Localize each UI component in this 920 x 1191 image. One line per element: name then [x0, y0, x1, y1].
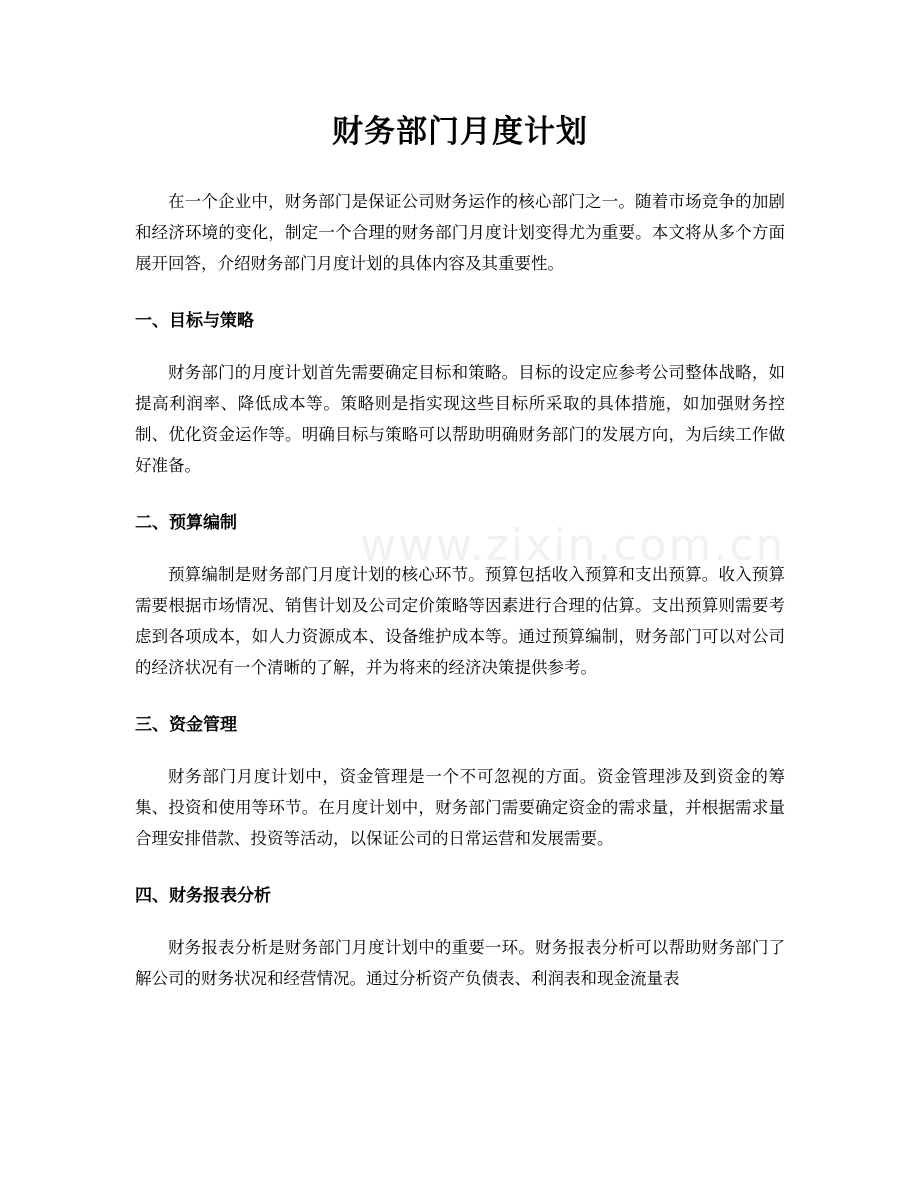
section-heading-reports: 四、财务报表分析 — [135, 886, 271, 906]
document-body — [135, 110, 785, 994]
page-title: 财务部门月度计划 — [332, 114, 588, 150]
section-heading-funds: 三、资金管理 — [135, 715, 237, 735]
watermark: www.zixin.com.cn — [360, 520, 786, 571]
section-heading-goals: 一、目标与策略 — [135, 311, 254, 331]
intro-paragraph: 在一个企业中，财务部门是保证公司财务运作的核心部门之一。随着市场竞争的加剧和经济环境的变化，制定一个合理的财务部门月度计划变得尤为重要。本文将从多个方面展开回答，介绍财务部门月度计划的具体内容及其重要性。 — [135, 192, 785, 273]
section-body-funds: 财务部门月度计划中，资金管理是一个不可忽视的方面。资金管理涉及到资金的筹集、投资和使用等环节。在月度计划中，财务部门需要确定资金的需求量，并根据需求量合理安排借款、投资等活动，以保证公司的日常运营和发展需要。 — [135, 767, 785, 848]
section-body-reports: 财务报表分析是财务部门月度计划中的重要一环。财务报表分析可以帮助财务部门了解公司的财务状况和经营情况。通过分析资产负债表、利润表和现金流量表 — [135, 938, 785, 988]
section-body-goals: 财务部门的月度计划首先需要确定目标和策略。目标的设定应参考公司整体战略，如提高利润率、降低成本等。策略则是指实现这些目标所采取的具体措施，如加强财务控制、优化资金运作等。明确目标与策略可以帮助明确财务部门的发展方向，为后续工作做好准备。 — [135, 363, 785, 475]
section-body-budget: 预算编制是财务部门月度计划的核心环节。预算包括收入预算和支出预算。收入预算需要根据市场情况、销售计划及公司定价策略等因素进行合理的估算。支出预算则需要考虑到各项成本，如人力资源成本、设备维护成本等。通过预算编制，财务部门可以对公司的经济状况有一个清晰的了解，并为将来的经济决策提供参考。 — [135, 565, 785, 677]
section-heading-budget: 二、预算编制 — [135, 513, 237, 533]
